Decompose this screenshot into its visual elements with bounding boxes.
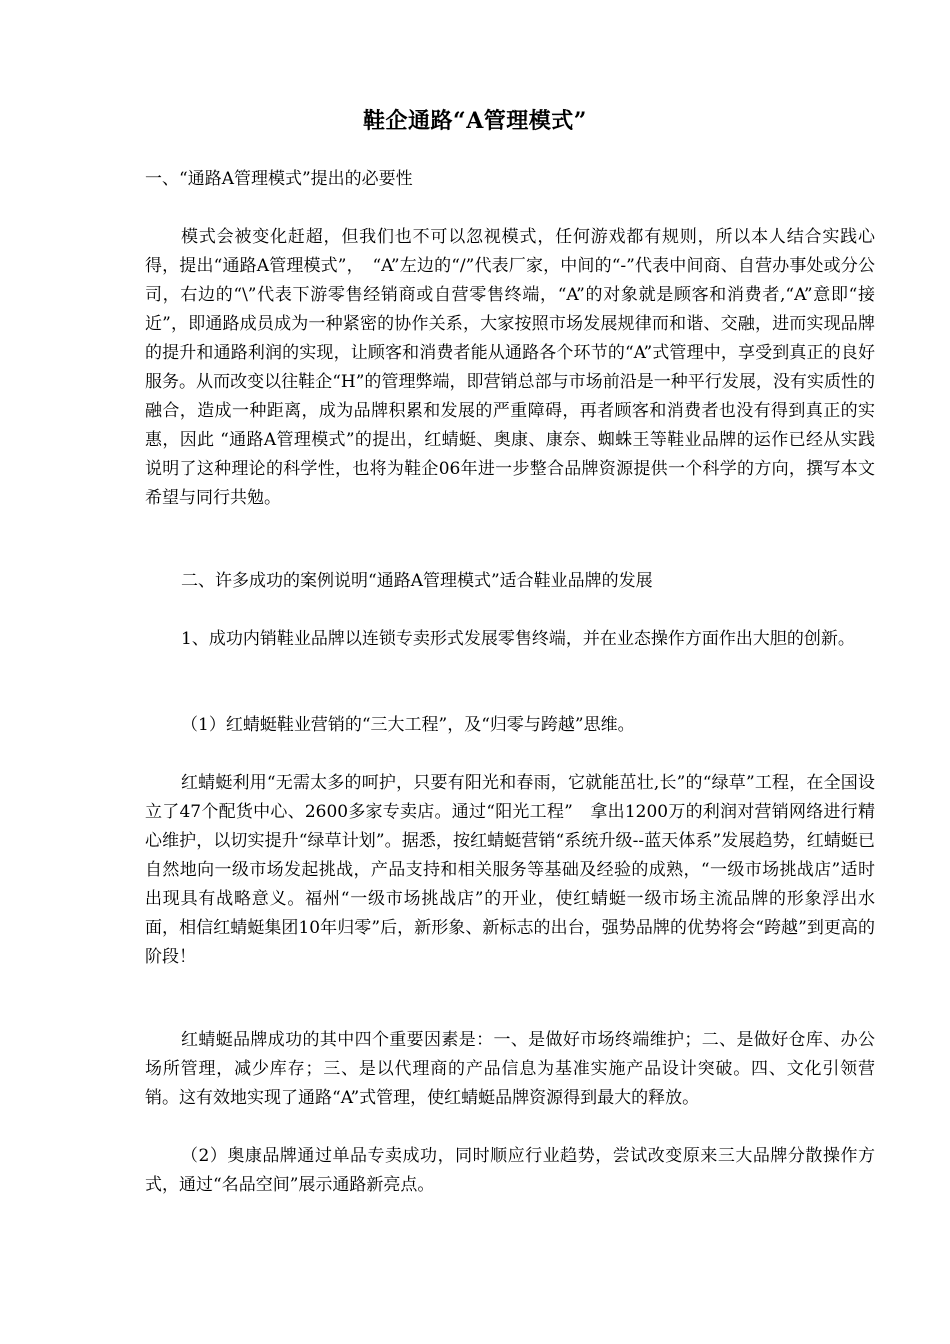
paragraph-red-dragonfly-projects: 红蜻蜓利用“无需太多的呵护，只要有阳光和春雨，它就能茁壮,长”的“绿草”工程，在全国设立了47个配货中心、2600多家专卖店。通过“阳光工程” 拿出1200万的利润对营销网络进行精心维护，以切实提升“绿草计划”。据悉，按红蜻蜓营销“系统升级--蓝天体系”发展趋势，红蜻蜓已自然地向一级市场发起挑战，产品支持和相关服务等基础及经验的成熟，“一级市场挑战店”适时出现具有战略意义。福州“一级市场挑战店”的开业，使红蜻蜓一级市场主流品牌的形象浮出水面，相信红蜻蜓集团10年归零”后，新形象、新标志的出台，强势品牌的优势将会“跨越”到更高的阶段！ xyxy=(145,773,875,967)
section-heading-success-cases: 二、许多成功的案例说明“通路A管理模式”适合鞋业品牌的发展 xyxy=(181,571,653,591)
paragraph-model-explanation: 模式会被变化赶超，但我们也不可以忽视模式，任何游戏都有规则，所以本人结合实践心得，提出“通路A管理模式”， “A”左边的“/”代表厂家，中间的“-”代表中间商、自营办事处或分公司，右边的“\”代表下游零售经销商或自营零售终端，“A”的对象就是顾客和消费者,“A”意即“接近”，即通路成员成为一种紧密的协作关系，大家按照市场发展规律而和谐、交融，进而实现品牌的提升和通路利润的实现，让顾客和消费者能从通路各个环节的“A”式管理中，享受到真正的良好服务。从而改变以往鞋企“H”的管理弊端，即营销总部与市场前沿是一种平行发展，没有实质性的融合，造成一种距离，成为品牌积累和发展的严重障碍，再者顾客和消费者也没有得到真正的实惠，因此 “通路A管理模式”的提出，红蜻蜓、奥康、康奈、蜘蛛王等鞋业品牌的运作已经从实践说明了这种理论的科学性，也将为鞋企06年进一步整合品牌资源提供一个科学的方向，撰写本文希望与同行共勉。 xyxy=(145,227,875,508)
subheading-aokang: （2）奥康品牌通过单品专卖成功，同时顺应行业趋势，尝试改变原来三大品牌分散操作方式，通过“名品空间”展示通路新亮点。 xyxy=(145,1146,875,1195)
section-heading-necessity: 一、“通路A管理模式”提出的必要性 xyxy=(145,169,413,189)
document-title: 鞋企通路“A管理模式” xyxy=(363,107,587,134)
subheading-red-dragonfly: （1）红蜻蜓鞋业营销的“三大工程”，及“归零与跨越”思维。 xyxy=(181,715,635,735)
paragraph-point-1: 1、成功内销鞋业品牌以连锁专卖形式发展零售终端，并在业态操作方面作出大胆的创新。 xyxy=(181,629,855,649)
paragraph-red-dragonfly-factors: 红蜻蜓品牌成功的其中四个重要因素是：一、是做好市场终端维护；二、是做好仓库、办公场所管理，减少库存；三、是以代理商的产品信息为基准实施产品设计突破。四、文化引领营销。这有效地实现了通路“A”式管理，使红蜻蜓品牌资源得到最大的释放。 xyxy=(145,1030,875,1108)
